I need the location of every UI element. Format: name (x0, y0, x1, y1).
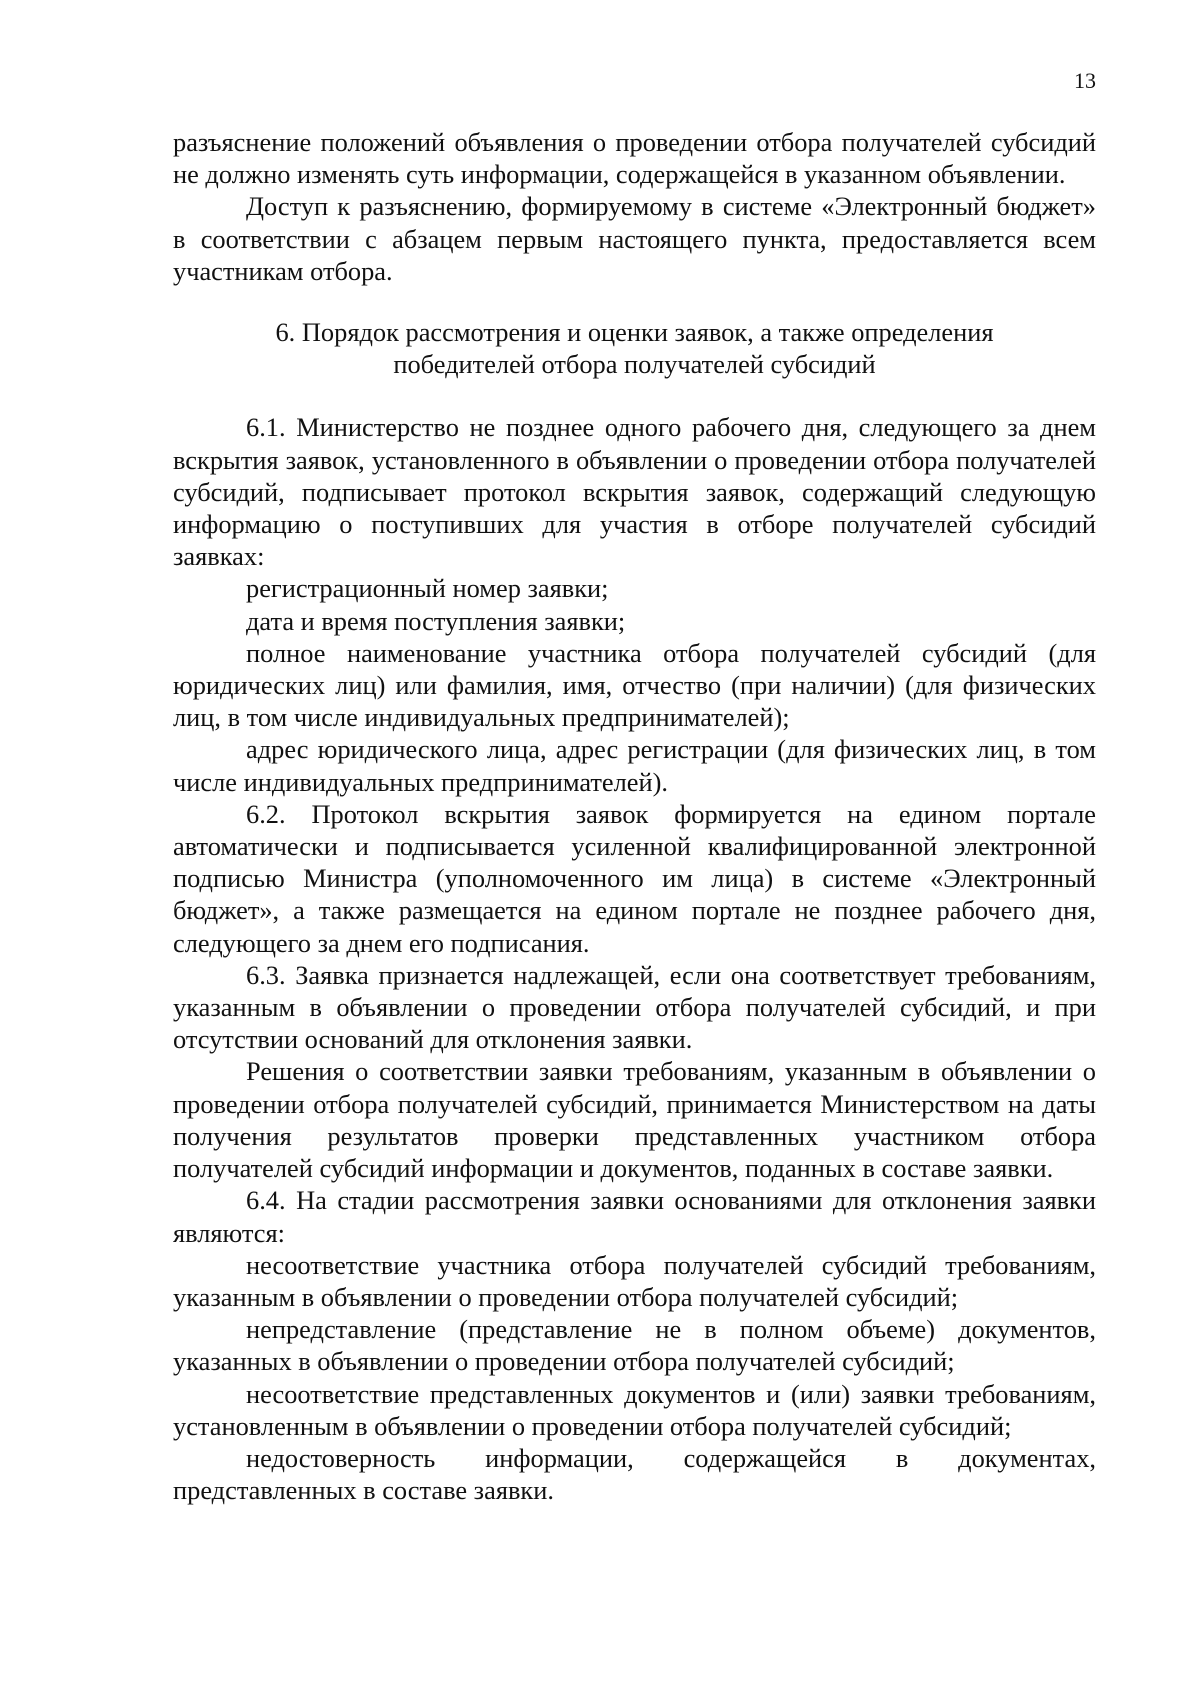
document-body (173, 126, 1096, 1506)
list-item: несоответствие участника отбора получателей субсидий требованиям, указанным в объявлении о проведении отбора получателей субсидий; (173, 1249, 1096, 1312)
list-item: непредставление (представление не в полном объеме) документов, указанных в объявлении о проведении отбора получателей субсидий; (173, 1314, 1096, 1377)
page-number: 13 (1074, 68, 1096, 93)
paragraph: разъяснение положений объявления о проведении отбора получателей субсидий не должно изменять суть информации, содержащейся в указанном объявлении. (173, 127, 1096, 190)
paragraph: 6.3. Заявка признается надлежащей, если она соответствует требованиям, указанным в объявлении о проведении отбора получателей субсидий, и при отсутствии оснований для отклонения заявки. (173, 959, 1096, 1055)
section-heading-line: победителей отбора получателей субсидий (393, 349, 876, 380)
section-heading-line: 6. Порядок рассмотрения и оценки заявок, а также определения (275, 317, 994, 348)
list-item: дата и время поступления заявки; (246, 605, 626, 636)
list-item: адрес юридического лица, адрес регистрации (для физических лиц, в том числе индивидуальных предпринимателей). (173, 734, 1096, 797)
paragraph: 6.4. На стадии рассмотрения заявки основаниями для отклонения заявки являются: (173, 1185, 1096, 1248)
list-item: полное наименование участника отбора получателей субсидий (для юридических лиц) или фамилия, имя, отчество (при наличии) (для физических лиц, в том числе индивидуальных предпринимателей); (173, 637, 1096, 733)
paragraph: 6.2. Протокол вскрытия заявок формируется на едином портале автоматически и подписывается усиленной квалифицированной электронной подписью Министра (уполномоченного им лица) в системе «Электронный бюджет», а также размещается на едином портале не позднее рабочего дня, следующего за днем его подписания. (173, 798, 1096, 958)
section-heading (173, 316, 1096, 380)
list-item: недостоверность информации, содержащейся в документах, представленных в составе заявки. (173, 1442, 1096, 1506)
list-item: регистрационный номер заявки; (246, 573, 609, 604)
paragraph: 6.1. Министерство не позднее одного рабочего дня, следующего за днем вскрытия заявок, установленного в объявлении о проведении отбора получателей субсидий, подписывает протокол вскрытия заявок, содержащий следующую информацию о поступивших для участия в отборе получателей субсидий заявках: (173, 412, 1096, 572)
paragraph: Решения о соответствии заявки требованиям, указанным в объявлении о проведении отбора получателей субсидий, принимается Министерством на даты получения результатов проверки представленных участником отбора получателей субсидий информации и документов, поданных в составе заявки. (173, 1056, 1096, 1184)
list-item: несоответствие представленных документов и (или) заявки требованиям, установленным в объявлении о проведении отбора получателей субсидий; (173, 1378, 1096, 1441)
paragraph: Доступ к разъяснению, формируемому в системе «Электронный бюджет» в соответствии с абзацем первым настоящего пункта, предоставляется всем участникам отбора. (173, 191, 1096, 286)
